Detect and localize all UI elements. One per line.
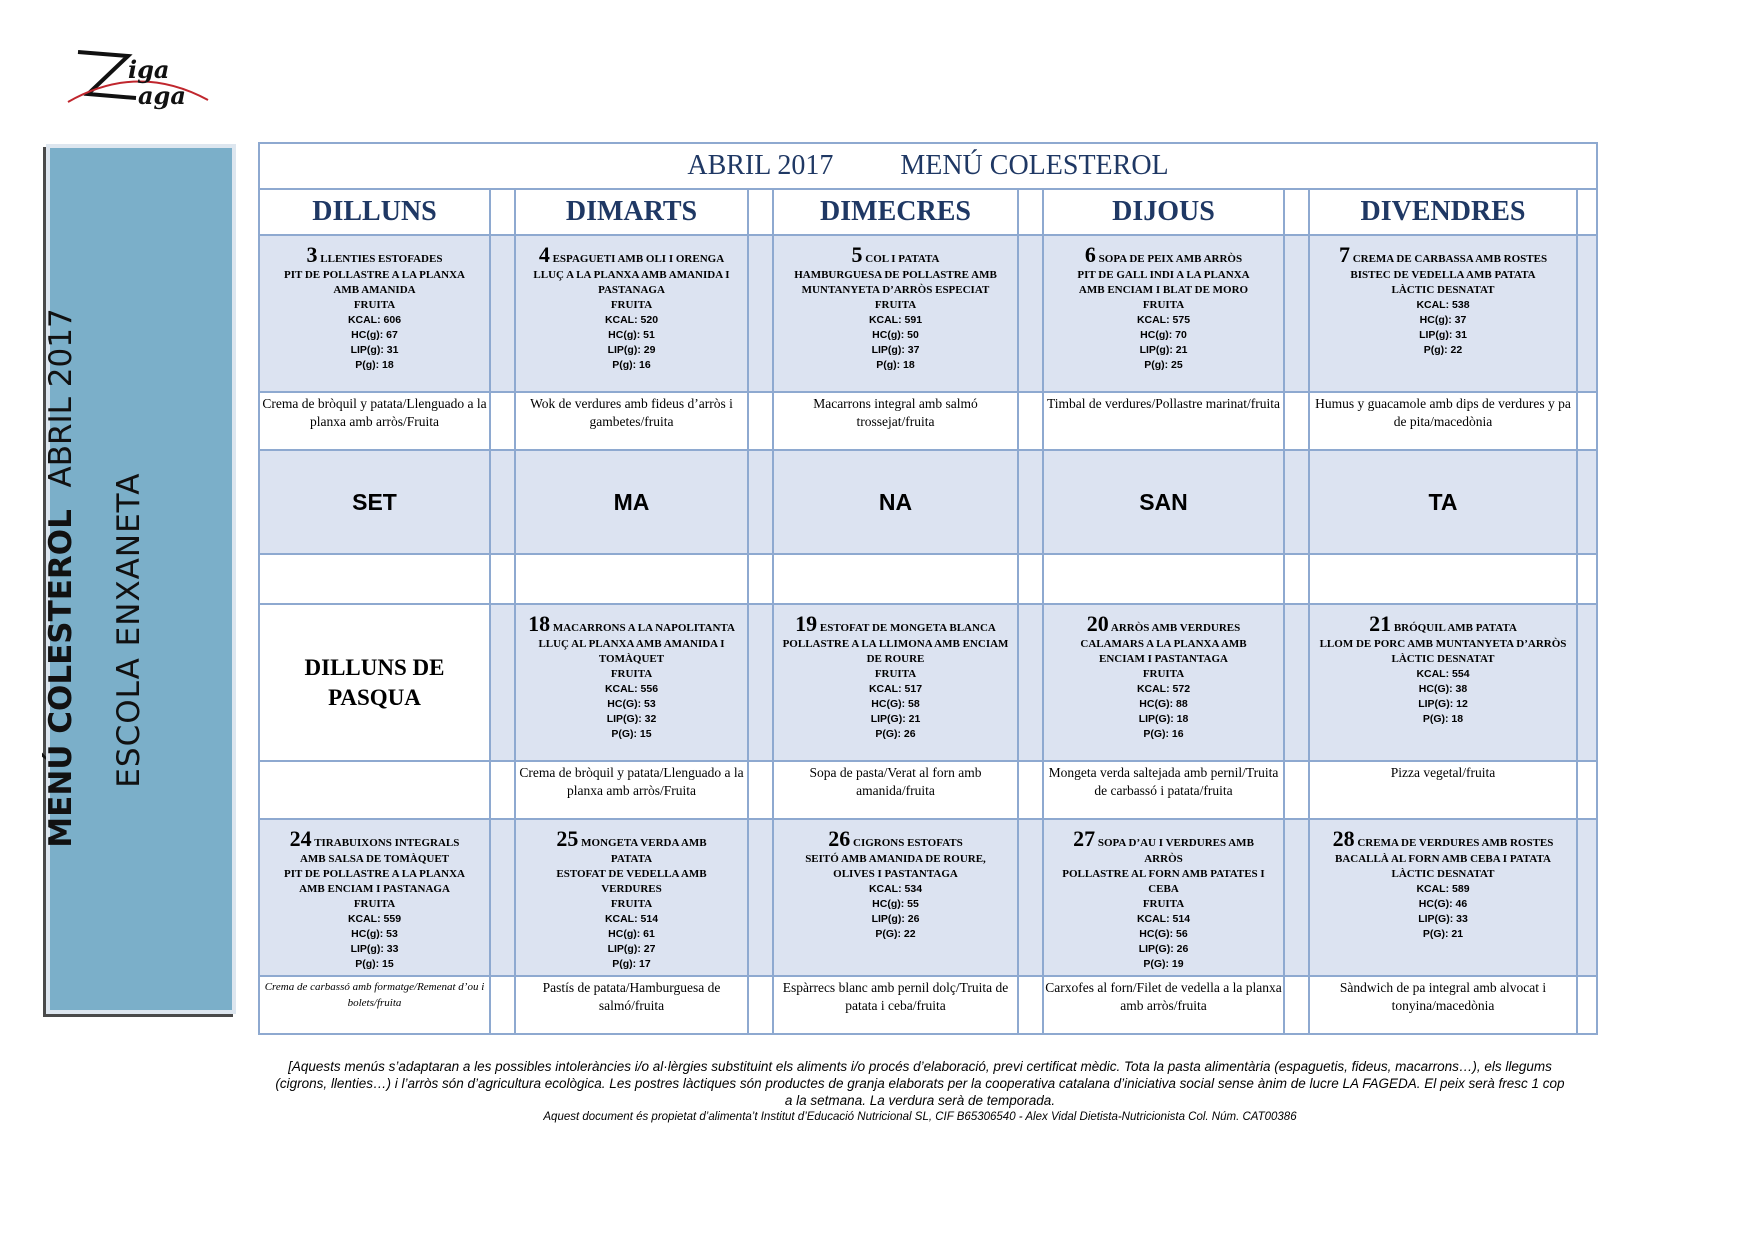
nutrition-value: P(G): 16 <box>1143 728 1184 740</box>
holiday-cell: MA <box>515 450 748 554</box>
nutrition-value: LIP(g): 31 <box>350 344 399 356</box>
spacer-cell <box>1577 392 1597 450</box>
nutrition-value: KCAL: 591 <box>868 314 923 326</box>
dish-first-line <box>1044 826 1283 852</box>
dish-first-line <box>260 826 489 852</box>
nutrition-value: LIP(g): 21 <box>1139 344 1188 356</box>
spacer-cell <box>490 604 515 761</box>
nutrition-value: HC(g): 53 <box>351 928 398 940</box>
dish-line: FRUITA <box>874 668 917 680</box>
dish-line: CEBA <box>1148 883 1179 895</box>
spacer-cell <box>748 235 773 392</box>
nutrition-value: HC(G): 46 <box>1418 898 1468 910</box>
dish-line: PASTANAGA <box>598 284 665 296</box>
dish-first-line <box>774 611 1017 637</box>
spacer-cell <box>490 976 515 1034</box>
dish-first-line <box>516 826 747 852</box>
dish-first-line <box>1044 242 1283 268</box>
lunch-cell <box>1309 235 1577 392</box>
empty-cell <box>1309 554 1577 604</box>
dish-line: LLUÇ A LA PLANXA AMB AMANIDA I <box>533 269 730 281</box>
spacer-cell <box>1577 819 1597 976</box>
sidebar-label <box>43 308 147 847</box>
nutrition-value: HC(g): 67 <box>351 329 398 341</box>
dinner-cell: Humus y guacamole amb dips de verdures y pa de pita/macedònia <box>1309 392 1577 450</box>
dish-line: AMB SALSA DE TOMÀQUET <box>299 853 450 865</box>
dinner-cell <box>259 761 490 819</box>
svg-text:iga: iga <box>128 55 170 84</box>
spacer-cell <box>1577 554 1597 604</box>
dinner-cell: Crema de carbassó amb formatge/Remenat d’ou i bolets/fruita <box>259 976 490 1034</box>
nutrition-value: HC(g): 61 <box>608 928 655 940</box>
dinner-cell: Sopa de pasta/Verat al forn amb amanida/fruita <box>773 761 1018 819</box>
nutrition-value: LIP(g): 31 <box>1419 329 1467 341</box>
nutrition-value: HC(g): 70 <box>1140 329 1187 341</box>
nutrition-value: P(g): 15 <box>355 958 394 970</box>
holiday-monday-cell: DILLUNS DE PASQUA <box>259 604 490 761</box>
dish-line: PIT DE GALL INDI A LA PLANXA <box>1077 269 1250 281</box>
spacer-cell <box>748 554 773 604</box>
day-number: 7 <box>1338 242 1350 267</box>
nutrition-value: KCAL: 538 <box>1416 299 1470 311</box>
nutrition-value: HC(g): 37 <box>1419 314 1467 326</box>
svg-text:aga: aga <box>138 81 186 110</box>
nutrition-value: P(G): 26 <box>875 728 916 740</box>
nutrition-value: LIP(G): 32 <box>606 713 657 725</box>
spacer-cell <box>1577 976 1597 1034</box>
menu-type: MENÚ COLESTEROL <box>900 150 1169 181</box>
dish-line: FRUITA <box>353 299 396 311</box>
day-number: 5 <box>851 242 863 267</box>
dinner-cell: Crema de bròquil y patata/Llenguado a la planxa amb arròs/Fruita <box>515 761 748 819</box>
dinner-cell: Crema de bròquil y patata/Llenguado a la planxa amb arròs/Fruita <box>259 392 490 450</box>
spacer-cell <box>1284 819 1309 976</box>
lunch-cell <box>515 819 748 976</box>
footer <box>270 1058 1570 1126</box>
dish-first-line <box>1310 242 1576 268</box>
dish-line: FRUITA <box>874 299 917 311</box>
nutrition-value: HC(G): 56 <box>1139 928 1188 940</box>
dish-first-line <box>516 611 747 637</box>
nutrition-value: P(g): 22 <box>1423 344 1463 356</box>
dish-line: FRUITA <box>610 668 653 680</box>
spacer-cell <box>1018 189 1043 235</box>
dinner-cell: Timbal de verdures/Pollastre marinat/fruita <box>1043 392 1284 450</box>
nutrition-value: KCAL: 606 <box>347 314 402 326</box>
nutrition-value: LIP(G): 18 <box>1138 713 1189 725</box>
menu-title <box>259 143 1597 189</box>
nutrition-value: P(g): 18 <box>876 359 915 371</box>
day-header: DIMECRES <box>773 189 1018 235</box>
nutrition-value: LIP(g): 26 <box>871 913 920 925</box>
spacer-cell <box>748 189 773 235</box>
dinner-cell: Sàndwich de pa integral amb alvocat i tonyina/macedònia <box>1309 976 1577 1034</box>
nutrition-value: HC(g): 55 <box>872 898 919 910</box>
dish-line: BACALLÀ AL FORN AMB CEBA I PATATA <box>1335 853 1551 865</box>
first-course: ESTOFAT DE MONGETA BLANCA <box>819 622 996 634</box>
spacer-cell <box>1284 450 1309 554</box>
first-course: COL I PATATA <box>865 253 940 265</box>
spacer-cell <box>1284 761 1309 819</box>
nutrition-value: KCAL: 559 <box>347 913 402 925</box>
nutrition-value: P(g): 18 <box>355 359 394 371</box>
nutrition-value: HC(g): 51 <box>608 329 655 341</box>
spacer-cell <box>1577 235 1597 392</box>
spacer-cell <box>490 554 515 604</box>
dish-line: AMB ENCIAM I PASTANAGA <box>299 883 450 895</box>
day-number: 19 <box>795 611 818 636</box>
spacer-cell <box>490 235 515 392</box>
dish-first-line <box>516 242 747 268</box>
dish-line: PIT DE POLLASTRE A LA PLANXA <box>283 868 466 880</box>
spacer-cell <box>1577 450 1597 554</box>
menu-table <box>258 142 1598 1035</box>
spacer-cell <box>748 819 773 976</box>
spacer-cell <box>490 392 515 450</box>
day-number: 4 <box>538 242 550 267</box>
spacer-cell <box>1018 450 1043 554</box>
dish-line: FRUITA <box>1142 668 1185 680</box>
first-course: ESPAGUETI AMB OLI I ORENGA <box>552 253 725 265</box>
dinner-cell: Espàrrecs blanc amb pernil dolç/Truita de patata i ceba/fruita <box>773 976 1018 1034</box>
nutrition-value: P(g): 16 <box>612 359 651 371</box>
dish-line: DE ROURE <box>866 653 925 665</box>
empty-cell <box>259 554 490 604</box>
holiday-cell: TA <box>1309 450 1577 554</box>
lunch-cell <box>773 819 1018 976</box>
lunch-cell <box>773 235 1018 392</box>
dish-line: FRUITA <box>1142 299 1185 311</box>
nutrition-value: KCAL: 575 <box>1136 314 1191 326</box>
spacer-cell <box>1018 976 1043 1034</box>
dish-first-line <box>1310 826 1576 852</box>
dish-line: POLLASTRE A LA LLIMONA AMB ENCIAM <box>782 638 1009 650</box>
spacer-cell <box>748 761 773 819</box>
lunch-cell <box>773 604 1018 761</box>
day-header: DIMARTS <box>515 189 748 235</box>
dish-line: LÀCTIC DESNATAT <box>1391 653 1495 665</box>
day-header-row <box>259 189 1597 235</box>
spacer-cell <box>1577 604 1597 761</box>
school-name: ESCOLA ENXANETA <box>111 472 147 788</box>
dinner-cell: Pastís de patata/Hamburguesa de salmó/fruita <box>515 976 748 1034</box>
dish-line: SEITÓ AMB AMANIDA DE ROURE, <box>805 853 986 865</box>
nutrition-value: P(G): 19 <box>1143 958 1184 970</box>
nutrition-value: KCAL: 520 <box>604 314 659 326</box>
dish-line: FRUITA <box>610 299 653 311</box>
spacer-cell <box>1284 976 1309 1034</box>
day-number: 3 <box>306 242 318 267</box>
spacer-cell <box>1018 819 1043 976</box>
first-course: LLENTIES ESTOFADES <box>320 253 443 265</box>
spacer-cell <box>1284 235 1309 392</box>
day-number: 25 <box>556 826 579 851</box>
nutrition-value: LIP(g): 29 <box>607 344 656 356</box>
dish-line: LLUÇ AL PLANXA AMB AMANIDA I <box>538 638 725 650</box>
first-course: MONGETA VERDA AMB <box>581 837 707 849</box>
lunch-cell <box>259 235 490 392</box>
first-course: CREMA DE VERDURES AMB ROSTES <box>1357 837 1554 849</box>
first-course: ARRÒS AMB VERDURES <box>1110 622 1241 634</box>
spacer-cell <box>1018 604 1043 761</box>
nutrition-value: HC(G): 58 <box>871 698 920 710</box>
dish-line: LÀCTIC DESNATAT <box>1391 868 1495 880</box>
dish-first-line <box>1044 611 1283 637</box>
spacer-cell <box>490 189 515 235</box>
holiday-cell: SET <box>259 450 490 554</box>
dish-line: CALAMARS A LA PLANXA AMB <box>1080 638 1247 650</box>
lunch-cell <box>515 604 748 761</box>
lunch-cell <box>515 235 748 392</box>
dish-line: HAMBURGUESA DE POLLASTRE AMB <box>794 269 997 281</box>
dish-line: AMB ENCIAM I BLAT DE MORO <box>1078 284 1249 296</box>
nutrition-value: P(g): 17 <box>612 958 651 970</box>
spacer-cell <box>490 819 515 976</box>
first-course: SOPA DE PEIX AMB ARRÒS <box>1098 253 1243 265</box>
spacer-cell <box>1018 392 1043 450</box>
day-number: 24 <box>289 826 312 851</box>
nutrition-value: HC(g): 50 <box>872 329 919 341</box>
dish-first-line <box>1310 611 1576 637</box>
menu-month: ABRIL 2017 <box>687 150 834 181</box>
first-course: TIRABUIXONS INTEGRALS <box>314 837 460 849</box>
spacer-cell <box>1577 761 1597 819</box>
dinner-cell: Carxofes al forn/Filet de vedella a la planxa amb arròs/fruita <box>1043 976 1284 1034</box>
day-number: 18 <box>528 611 551 636</box>
spacer-cell <box>1018 761 1043 819</box>
nutrition-value: P(G): 21 <box>1422 928 1464 940</box>
sidebar-title: MENÚ COLESTEROL ABRIL 2017 <box>43 308 79 848</box>
nutrition-value: HC(G): 53 <box>607 698 656 710</box>
dish-line: OLIVES I PASTANTAGA <box>833 868 958 880</box>
dish-line: FRUITA <box>353 898 396 910</box>
nutrition-value: LIP(g): 33 <box>350 943 399 955</box>
nutrition-value: KCAL: 514 <box>604 913 659 925</box>
first-course: CIGRONS ESTOFATS <box>853 837 963 849</box>
spacer-cell <box>1018 554 1043 604</box>
nutrition-value: LIP(g): 37 <box>871 344 920 356</box>
first-course: BRÓQUIL AMB PATATA <box>1393 622 1517 634</box>
day-number: 27 <box>1073 826 1096 851</box>
day-header: DIJOUS <box>1043 189 1284 235</box>
dish-first-line <box>260 242 489 268</box>
spacer-cell <box>1284 554 1309 604</box>
dish-line: ESTOFAT DE VEDELLA AMB <box>556 868 707 880</box>
first-course: MACARRONS A LA NAPOLITANTA <box>552 622 735 634</box>
nutrition-value: P(G): 22 <box>875 928 916 940</box>
dinner-cell: Macarrons integral amb salmó trossejat/fruita <box>773 392 1018 450</box>
week4-lunch-row <box>259 819 1597 976</box>
nutrition-value: KCAL: 556 <box>604 683 659 695</box>
nutrition-value: LIP(G): 33 <box>1418 913 1468 925</box>
week3-lunch-row <box>259 604 1597 761</box>
lunch-cell <box>1309 819 1577 976</box>
lunch-cell <box>1043 604 1284 761</box>
day-number: 28 <box>1332 826 1355 851</box>
dish-line: PATATA <box>610 853 653 865</box>
footer-note: [Aquests menús s’adaptaran a les possibles intoleràncies i/o al·lèrgies substituint els aliments i/o procés d’elaboració, previ certificat mèdic. Tota la pasta alimentària (espaguetis, fideus, macarrons…), els llegums (cigrons, llenties…) i l’arròs són d’agricultura ecològica. Les postres làctiques són productes de granja elaborats per la cooperativa catalana d’iniciativa social sense ànim de lucre LA FAGEDA. El peix serà fresc 1 cop a la setmana. La verdura serà de temporada. <box>275 1059 1565 1108</box>
week3-dinner-row <box>259 761 1597 819</box>
lunch-cell <box>1043 235 1284 392</box>
spacer-cell <box>1018 235 1043 392</box>
holiday-row <box>259 450 1597 554</box>
dish-line: FRUITA <box>1142 898 1185 910</box>
first-course: CREMA DE CARBASSA AMB ROSTES <box>1352 253 1548 265</box>
day-number: 6 <box>1084 242 1096 267</box>
dish-line: AMB AMANIDA <box>333 284 416 296</box>
dish-line: ARRÒS <box>1144 853 1183 865</box>
day-number: 26 <box>828 826 851 851</box>
first-course: SOPA D’AU I VERDURES AMB <box>1097 837 1254 849</box>
dish-first-line <box>774 242 1017 268</box>
dish-line: LLOM DE PORC AMB MUNTANYETA D’ARRÒS <box>1319 638 1567 650</box>
dish-line: VERDURES <box>601 883 662 895</box>
spacer-cell <box>1577 189 1597 235</box>
dish-first-line <box>774 826 1017 852</box>
nutrition-value: P(G): 15 <box>611 728 652 740</box>
nutrition-value: LIP(G): 21 <box>870 713 921 725</box>
empty-cell <box>773 554 1018 604</box>
blank-row <box>259 554 1597 604</box>
nutrition-value: KCAL: 534 <box>868 883 923 895</box>
lunch-cell <box>1043 819 1284 976</box>
dish-line: MUNTANYETA D’ARRÒS ESPECIAT <box>801 284 990 296</box>
spacer-cell <box>490 450 515 554</box>
nutrition-value: P(g): 25 <box>1144 359 1183 371</box>
spacer-cell <box>1284 392 1309 450</box>
nutrition-value: KCAL: 572 <box>1136 683 1191 695</box>
spacer-cell <box>748 976 773 1034</box>
nutrition-value: KCAL: 514 <box>1136 913 1191 925</box>
holiday-cell: SAN <box>1043 450 1284 554</box>
nutrition-value: LIP(g): 27 <box>607 943 656 955</box>
spacer-cell <box>490 761 515 819</box>
lunch-cell <box>1309 604 1577 761</box>
lunch-cell <box>259 819 490 976</box>
dinner-cell: Mongeta verda saltejada amb pernil/Truita de carbassó i patata/fruita <box>1043 761 1284 819</box>
ziga-zaga-logo <box>58 42 218 114</box>
day-number: 21 <box>1369 611 1392 636</box>
dinner-cell: Wok de verdures amb fideus d’arròs i gambetes/fruita <box>515 392 748 450</box>
empty-cell <box>1043 554 1284 604</box>
day-number: 20 <box>1086 611 1109 636</box>
day-header: DIVENDRES <box>1309 189 1577 235</box>
spacer-cell <box>1284 189 1309 235</box>
empty-cell <box>515 554 748 604</box>
nutrition-value: HC(G): 38 <box>1418 683 1468 695</box>
dinner-cell: Pizza vegetal/fruita <box>1309 761 1577 819</box>
nutrition-value: P(G): 18 <box>1422 713 1464 725</box>
spacer-cell <box>748 604 773 761</box>
dish-line: LÀCTIC DESNATAT <box>1391 284 1495 296</box>
dish-line: PIT DE POLLASTRE A LA PLANXA <box>283 269 466 281</box>
week4-dinner-row <box>259 976 1597 1034</box>
dish-line: ENCIAM I PASTANTAGA <box>1099 653 1228 665</box>
nutrition-value: KCAL: 554 <box>1416 668 1470 680</box>
spacer-cell <box>748 392 773 450</box>
nutrition-value: LIP(G): 26 <box>1138 943 1189 955</box>
footer-property: Aquest document és propietat d’alimenta’t Institut d’Educació Nutricional SL, CIF B65306540 - Alex Vidal Dietista-Nutricionista Col. Núm. CAT00386 <box>543 1111 1297 1123</box>
day-header: DILLUNS <box>259 189 490 235</box>
dish-line: BISTEC DE VEDELLA AMB PATATA <box>1350 269 1536 281</box>
nutrition-value: HC(G): 88 <box>1139 698 1188 710</box>
spacer-cell <box>1284 604 1309 761</box>
nutrition-value: KCAL: 517 <box>868 683 923 695</box>
dish-line: TOMÀQUET <box>598 653 665 665</box>
holiday-cell: NA <box>773 450 1018 554</box>
nutrition-value: LIP(G): 12 <box>1418 698 1468 710</box>
week1-lunch-row <box>259 235 1597 392</box>
week1-dinner-row <box>259 392 1597 450</box>
dish-line: FRUITA <box>610 898 653 910</box>
dish-line: POLLASTRE AL FORN AMB PATATES I <box>1062 868 1265 880</box>
nutrition-value: KCAL: 589 <box>1416 883 1470 895</box>
spacer-cell <box>748 450 773 554</box>
